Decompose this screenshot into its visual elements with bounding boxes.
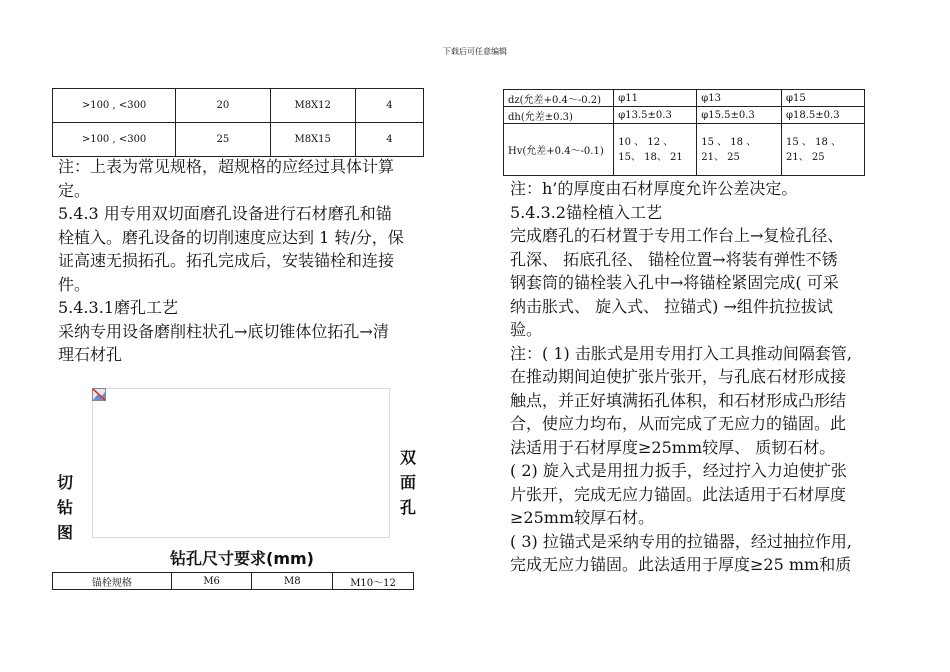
table-cell: >100 , <300: [53, 123, 176, 157]
table-cell: dh(允差±0.3): [504, 107, 614, 124]
hole-size-table: [503, 89, 865, 176]
table-cell: >100 , <300: [53, 89, 176, 123]
text-line: 片张开，完成无应力锚固。此法适用于石材厚度: [510, 484, 847, 504]
table-row: [504, 90, 865, 107]
page-header: 下载后可任意编辑: [443, 47, 507, 56]
text-line: ≥25mm较厚石材。: [510, 508, 655, 527]
text-line: 注：( 1) 击胀式是用专用打入工具推动间隔套管,: [510, 343, 852, 363]
table-cell: M8X15: [270, 123, 355, 157]
table-cell: 4: [355, 89, 423, 123]
figure-right-label: 面: [399, 473, 416, 492]
table-cell: Hv(允差+0.4～-0.1): [504, 124, 614, 176]
table-row: [53, 123, 424, 157]
table-cell: M8X12: [270, 89, 355, 123]
figure-left-label: 图: [56, 523, 73, 542]
broken-image-icon: [92, 388, 106, 401]
text-line: 5.4.3.1磨孔工艺: [58, 298, 178, 317]
table-cell: 15 、 18 、 21、 25: [697, 124, 782, 176]
text-line: 采纳专用设备磨削柱状孔→底切锥体位拓孔→清: [58, 321, 389, 341]
text-line: 注：h’的厚度由石材厚度允许公差决定。: [510, 179, 798, 198]
text-line: 纳击胀式、 旋入式、 拉锚式) →组件抗拉拔试: [510, 296, 833, 316]
text-line: 理石材孔: [58, 345, 123, 364]
table-row: [53, 89, 424, 123]
text-line: 注：上表为常见规格，超规格的应经过具体计算: [58, 157, 395, 176]
text-line: 钢套筒的锚栓装入孔中→将锚栓紧固完成( 可采: [510, 273, 839, 292]
left-body-text: [58, 155, 428, 367]
table-row: [504, 124, 865, 176]
table-cell: φ15: [782, 90, 865, 107]
figure-left-label: 切: [56, 473, 73, 492]
table-row: [53, 573, 414, 590]
text-line: 栓植入。磨孔设备的切削速度应达到 1 转/分，保: [58, 227, 404, 247]
table-cell: 10 、 12 、 15、 18、 21: [614, 124, 697, 176]
table-cell: M8: [252, 573, 333, 590]
text-line: 在推动期间迫使扩张片张开，与孔底石材形成接: [510, 367, 847, 386]
text-line: ( 2) 旋入式是用扭力扳手，经过拧入力迫使扩张: [510, 461, 847, 480]
text-line: 法适用于石材厚度≥25mm较厚、 质韧石材。: [510, 437, 836, 457]
table-cell: 4: [355, 123, 423, 157]
text-line: 完成无应力锚固。此法适用于厚度≥25 mm和质: [510, 555, 852, 574]
text-line: 5.4.3.2锚栓植入工艺: [510, 202, 662, 222]
table-cell: φ13.5±0.3: [614, 107, 697, 124]
table-cell: M6: [171, 573, 252, 590]
text-line: 件。: [58, 274, 91, 294]
text-line: 证高速无损拓孔。拓孔完成后，安装锚栓和连接: [58, 251, 395, 270]
figure-left-label: 钻: [56, 498, 73, 517]
table-cell: dz(允差+0.4～-0.2): [504, 90, 614, 107]
figure-frame: [92, 388, 390, 538]
text-line: 完成磨孔的石材置于专用工作台上→复检孔径、: [510, 226, 844, 245]
anchor-spec-table-bottom: [52, 572, 414, 590]
anchor-spec-table-top: [52, 88, 424, 157]
figure-right-label: 双: [399, 448, 416, 467]
text-line: 定。: [58, 180, 91, 200]
text-line: 合，使应力均布，从而完成了无应力的锚固。此: [510, 414, 847, 433]
table-cell: φ13: [697, 90, 782, 107]
table-row: [504, 107, 865, 124]
table-cell: φ11: [614, 90, 697, 107]
figure-caption: 钻孔尺寸要求(mm): [170, 549, 314, 568]
text-line: 验。: [510, 320, 543, 339]
text-line: 触点，并正好填满拓孔体积，和石材形成凸形结: [510, 390, 847, 410]
right-body-text: [510, 177, 890, 577]
table-cell: φ18.5±0.3: [782, 107, 865, 124]
table-cell: φ15.5±0.3: [697, 107, 782, 124]
text-line: 5.4.3 用专用双切面磨孔设备进行石材磨孔和锚: [58, 204, 392, 223]
table-cell: M10～12: [333, 573, 414, 590]
table-cell: 25: [176, 123, 270, 157]
table-cell: 20: [176, 89, 270, 123]
figure-right-label: 孔: [399, 498, 416, 517]
table-cell: 锚栓规格: [53, 573, 172, 590]
text-line: 孔深、 拓底孔径、 锚栓位置→将装有弹性不锈: [510, 249, 838, 269]
text-line: ( 3) 拉锚式是采纳专用的拉锚器，经过抽拉作用,: [510, 531, 852, 551]
table-cell: 15 、 18 、 21、 25: [782, 124, 865, 176]
